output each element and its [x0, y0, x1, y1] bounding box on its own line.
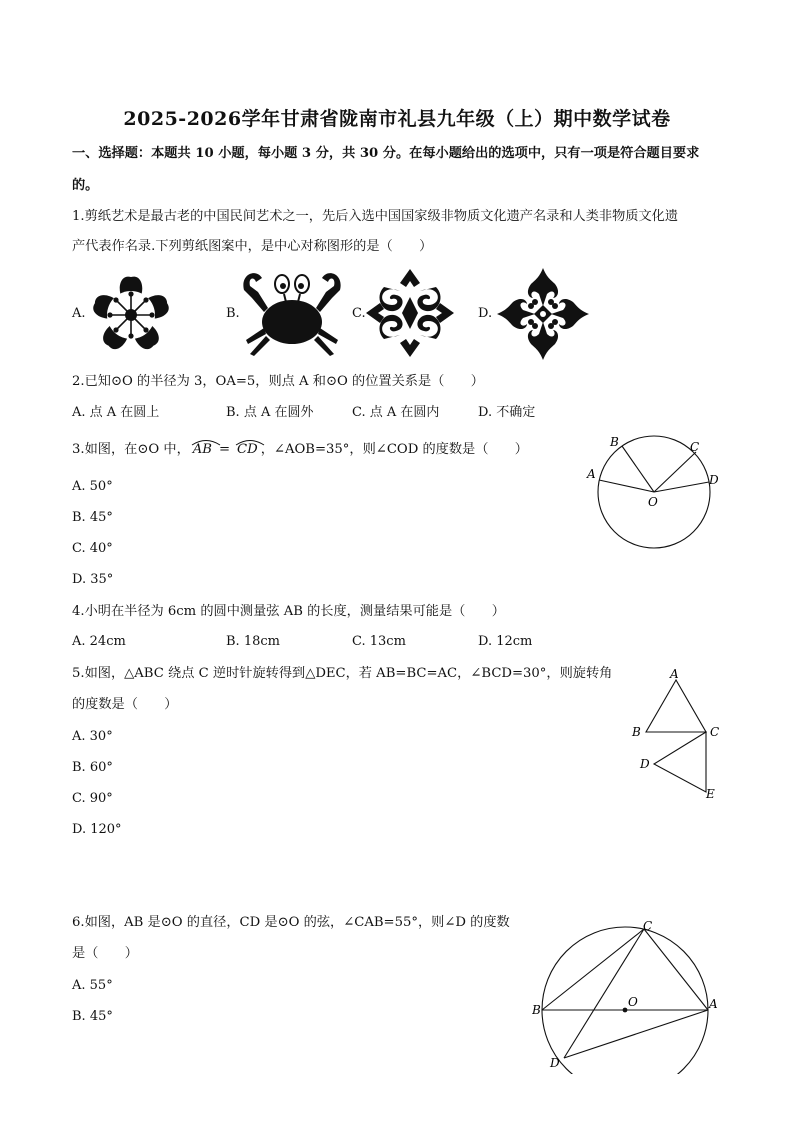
q3-label-b: B	[610, 435, 619, 449]
q3-option-b: B. 45°	[72, 510, 113, 525]
q1-option-a-label: A.	[72, 306, 86, 321]
q6-label-a: A	[709, 997, 718, 1011]
q6-label-d: D	[550, 1056, 560, 1070]
q6-stem-line1: 6.如图，AB 是⊙O 的直径，CD 是⊙O 的弦，∠CAB=55°，则∠D 的度数	[72, 915, 510, 930]
q4-option-b: B. 18cm	[226, 634, 280, 649]
q3-stem-start: 3.如图，在⊙O 中，	[72, 442, 190, 457]
q6-center-point	[623, 1008, 628, 1013]
q1-stem-line2: 产代表作名录.下列剪纸图案中，是中心对称图形的是（ ）	[72, 239, 433, 254]
q5-label-c: C	[710, 725, 720, 739]
q6-label-c: C	[643, 919, 653, 933]
q3-option-c: C. 40°	[72, 541, 113, 556]
fleur-cross-papercut-icon	[496, 267, 590, 361]
q6-chord-ca	[644, 929, 708, 1010]
q3-label-d: D	[709, 473, 719, 487]
q6-label-o: O	[628, 995, 638, 1009]
q5-label-d: D	[640, 757, 650, 771]
arc-ab-symbol-icon	[190, 438, 222, 446]
q6-chord-da	[564, 1010, 708, 1058]
crab-papercut-icon	[238, 270, 346, 360]
q2-option-a: A. 点 A 在圆上	[72, 405, 160, 420]
q1-option-d-label: D.	[478, 306, 493, 321]
q3-segment-ob	[622, 446, 654, 492]
q5-triangle-dec	[654, 732, 706, 792]
q3-circle-figure	[584, 432, 724, 556]
q3-label-c: C	[690, 440, 700, 454]
arc-cd: CD	[234, 441, 261, 459]
q3-option-d: D. 35°	[72, 572, 114, 587]
q5-option-c: C. 90°	[72, 791, 113, 806]
arc-cd-symbol-icon	[234, 438, 266, 446]
q1-option-c-label: C.	[352, 306, 366, 321]
q5-option-b: B. 60°	[72, 760, 113, 775]
q5-label-b: B	[632, 725, 641, 739]
q4-option-d: D. 12cm	[478, 634, 533, 649]
section-heading-line1: 一、选择题：本题共 10 小题，每小题 3 分，共 30 分。在每小题给出的选项中，只有一项是符合题目要求	[72, 146, 700, 161]
q2-option-d: D. 不确定	[478, 405, 536, 420]
q5-option-d: D. 120°	[72, 822, 122, 837]
q5-triangle-figure	[628, 666, 724, 806]
flower-papercut-icon	[86, 270, 176, 360]
section-heading-line2: 的。	[72, 178, 99, 193]
q3-label-o: O	[648, 495, 658, 509]
q6-circle	[542, 927, 708, 1074]
q6-stem-line2: 是（ ）	[72, 946, 138, 961]
q6-option-a: A. 55°	[72, 978, 113, 993]
q2-stem: 2.已知⊙O 的半径为 3，OA=5，则点 A 和⊙O 的位置关系是（ ）	[72, 374, 484, 389]
q5-label-a: A	[670, 667, 679, 681]
q3-option-a: A. 50°	[72, 479, 113, 494]
arc-equals: =	[218, 442, 231, 457]
q3-label-a: A	[587, 467, 596, 481]
q3-stem-end: ，∠AOB=35°，则∠COD 的度数是（ ）	[260, 442, 528, 457]
q6-label-b: B	[532, 1003, 541, 1017]
page-title: 2025-2026学年甘肃省陇南市礼县九年级（上）期中数学试卷	[123, 108, 671, 130]
q5-stem-line2: 的度数是（ ）	[72, 697, 178, 712]
q5-option-a: A. 30°	[72, 729, 113, 744]
q6-circle-figure	[532, 918, 726, 1074]
q2-option-b: B. 点 A 在圆外	[226, 405, 314, 420]
q1-stem-line1: 1.剪纸艺术是最古老的中国民间艺术之一，先后入选中国国家级非物质文化遗产名录和人类非物质文化遗	[72, 209, 679, 224]
q6-option-b: B. 45°	[72, 1009, 113, 1024]
arc-ab: AB	[190, 441, 215, 459]
q6-chord-cd	[564, 929, 644, 1058]
q3-segment-oa	[599, 480, 654, 492]
q4-option-a: A. 24cm	[72, 634, 126, 649]
q2-option-c: C. 点 A 在圆内	[352, 405, 440, 420]
q4-stem: 4.小明在半径为 6cm 的圆中测量弦 AB 的长度，测量结果可能是（ ）	[72, 604, 505, 619]
q4-option-c: C. 13cm	[352, 634, 406, 649]
q5-label-e: E	[706, 787, 715, 801]
q1-option-b-label: B.	[226, 306, 240, 321]
q5-stem-line1: 5.如图，△ABC 绕点 C 逆时针旋转得到△DEC，若 AB=BC=AC，∠BCD=30°，则旋转角	[72, 666, 613, 681]
ornament-papercut-icon	[366, 268, 454, 358]
q5-triangle-abc	[646, 680, 706, 732]
q3-stem	[72, 441, 528, 459]
